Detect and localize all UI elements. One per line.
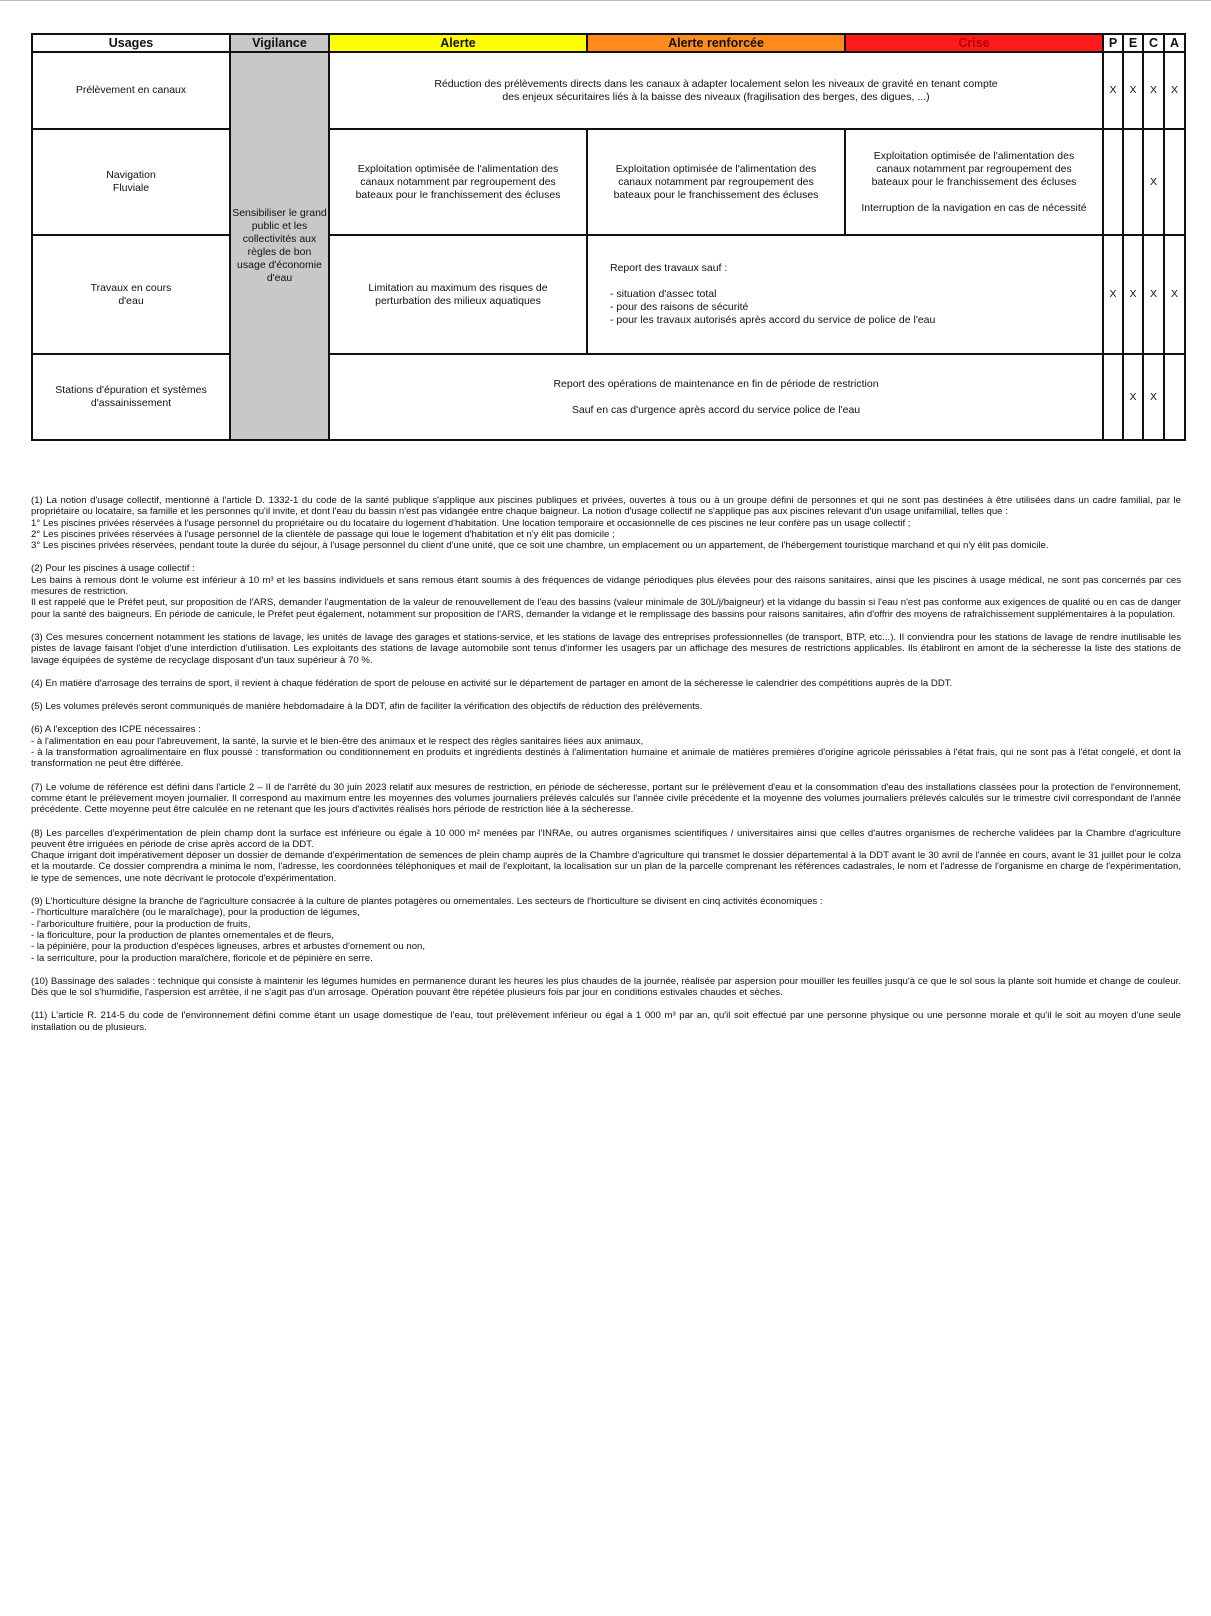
footnotes bbox=[31, 495, 1181, 1045]
usage-travaux: Travaux en cours d'eau bbox=[32, 235, 230, 354]
prelevement-a: X bbox=[1164, 52, 1185, 129]
prelevement-e: X bbox=[1123, 52, 1143, 129]
footnote-8: (8) Les parcelles d'expérimentation de plein champ dont la surface est inférieure ou égale à 10 000 m² menées par l'INRAe, ou autres organismes scientifiques / universitaires ainsi que celles d'autres organismes de recherche validées par la Chambre d'agriculture peuvent être irriguées en période de crise après accord de la DDT. Chaque irrigant doit impérativement déposer un dossier de demande d'expérimentation de semences de plein champ auprès de la Chambre d'agriculture qui transmet le dossier départemental à la DDT avant le 30 avril de l'année en cours, avant le 31 juillet pour le colza et la moutarde. Ce dossier comprendra a minima le nom, l'adresse, les coordonnées téléphoniques et mail de l'exploitant, la localisation sur un plan de la parcelle comprenant les références cadastrales, le nom et l'adresse de l'organisme en charge de l'expérimentation, le type de semences, une note décrivant le protocole d'expérimentation. bbox=[31, 827, 1181, 884]
report-title: Report des travaux sauf : bbox=[610, 262, 728, 274]
table-row bbox=[32, 235, 1185, 354]
footnote-7: (7) Le volume de référence est défini dans l'article 2 – II de l'arrêté du 30 juin 2023 relatif aux mesures de restriction, en période de sécheresse, portant sur le prélèvement d'eau et la consommation d'eau des installations classées pour la protection de l'environnement, comme étant le prélèvement moyen journalier. Il correspond au maximum entre les moyennes des volumes journaliers prélevés calculés sur l'année civile précédente et la moyenne des volumes journaliers prélevés calculés sur le trimestre civil correspondant de l'année précédente. Cette moyenne peut être calculée en ne retenant que les jours d'activités réalisés hors période de restriction liée à la sécheresse. bbox=[31, 781, 1181, 816]
restriction-table bbox=[31, 33, 1186, 441]
header-e: E bbox=[1123, 34, 1143, 52]
travaux-e: X bbox=[1123, 235, 1143, 354]
header-c: C bbox=[1143, 34, 1164, 52]
stations-p bbox=[1103, 354, 1123, 440]
header-a: A bbox=[1164, 34, 1185, 52]
header-usages: Usages bbox=[32, 34, 230, 52]
navigation-crise: Exploitation optimisée de l'alimentation des canaux notamment par regroupement des bateaux pour le franchissement des écluses Interruption de la navigation en cas de nécessité bbox=[845, 129, 1103, 235]
header-crise: Crise bbox=[845, 34, 1103, 52]
stations-measure: Report des opérations de maintenance en fin de période de restriction Sauf en cas d'urgence après accord du service police de l'eau bbox=[329, 354, 1103, 440]
list-item: - situation d'assec total bbox=[610, 288, 717, 300]
navigation-c: X bbox=[1143, 129, 1164, 235]
travaux-report bbox=[587, 235, 1103, 354]
stations-c: X bbox=[1143, 354, 1164, 440]
footnote-10: (10) Bassinage des salades : technique qui consiste à maintenir les légumes humides en permanence durant les heures les plus chaudes de la journée, réalisée par aspersion pour mouiller les feuilles jusqu'à ce que le sol sous la plante soit humide et change de couleur. Dès que le sol s'humidifie, l'aspersion est arrêtée, il ne s'agit pas d'un arrosage. Opération pouvant être répétée plusieurs fois par jour en conditions estivales chaudes et sèches. bbox=[31, 975, 1181, 999]
table-row bbox=[32, 354, 1185, 440]
travaux-p: X bbox=[1103, 235, 1123, 354]
prelevement-p: X bbox=[1103, 52, 1123, 129]
prelevement-measure: Réduction des prélèvements directs dans les canaux à adapter localement selon les niveaux de gravité en tenant compte des enjeux sécuritaires liés à la baisse des niveaux (fragilisation des berges, des digues, ...) bbox=[329, 52, 1103, 129]
travaux-a: X bbox=[1164, 235, 1185, 354]
stations-e: X bbox=[1123, 354, 1143, 440]
footnote-11: (11) L'article R. 214-5 du code de l'environnement défini comme étant un usage domestique de l'eau, tout prélèvement inférieur ou égal à 1 000 m³ par an, qu'il soit effectué par une personne physique ou une personne morale et qu'il le soit au moyen d'une seule installation ou de plusieurs. bbox=[31, 1010, 1181, 1033]
footnote-4: (4) En matière d'arrosage des terrains de sport, il revient à chaque fédération de sport de pelouse en activité sur le département de partager en amont de la sécheresse le calendrier des compétitions auprès de la DDT. bbox=[31, 677, 953, 689]
header-alerte-renforcee: Alerte renforcée bbox=[587, 34, 845, 52]
list-item: - pour des raisons de sécurité bbox=[610, 301, 749, 313]
navigation-a bbox=[1164, 129, 1185, 235]
vigilance-cell: Sensibiliser le grand public et les collectivités aux règles de bon usage d'économie d'eau bbox=[230, 52, 329, 440]
stations-a bbox=[1164, 354, 1185, 440]
header-alerte: Alerte bbox=[329, 34, 587, 52]
travaux-alerte: Limitation au maximum des risques de perturbation des milieux aquatiques bbox=[329, 235, 587, 354]
usage-prelevement: Prélèvement en canaux bbox=[32, 52, 230, 129]
table-row bbox=[32, 52, 1185, 129]
footnote-5: (5) Les volumes prélevés seront communiqués de manière hebdomadaire à la DDT, afin de faciliter la vérification des objectifs de réduction des prélèvements. bbox=[31, 701, 703, 713]
prelevement-c: X bbox=[1143, 52, 1164, 129]
header-vigilance: Vigilance bbox=[230, 34, 329, 52]
navigation-p bbox=[1103, 129, 1123, 235]
footnote-9: (9) L'horticulture désigne la branche de l'agriculture consacrée à la culture de plantes potagères ou ornementales. Les secteurs de l'horticulture se divisent en cinq activités économiques : - l'horticulture maraîchère (ou le maraîchage), pour la production de légumes, - l'arboriculture fruitière, pour la production de fruits, - la floriculture, pour la production de plantes ornementales et de fleurs, - la pépinière, pour la production d'espèces ligneuses, arbres et arbustes d'ornement ou non, - la serriculture, pour la production maraîchère, floricole et de pépinière en serre. bbox=[31, 896, 823, 964]
footnote-3: (3) Ces mesures concernent notamment les stations de lavage, les unités de lavage des garages et stations-service, et les stations de lavage des entreprises professionnelles (de transport, BTP, etc...). Il conviendra pour les stations de lavage de rendre inutilisable les pistes de lavage faisant l'objet d'une interdiction d'utilisation. Les exploitants des stations de lavage automobile sont tenus d'informer les usagers par un affichage des mesures de restrictions applicables. Ils établiront en amont de la sécheresse la liste des stations de lavage équipées de système de recyclage disposant d'un taux supérieur à 70 %. bbox=[31, 631, 1181, 666]
table-header-row bbox=[32, 34, 1185, 52]
footnote-6: (6) A l'exception des ICPE nécessaires : - à l'alimentation en eau pour l'abreuvement, la santé, la survie et le bien-être des animaux et le respect des règles sanitaires liées aux animaux, - à la transformation agroalimentaire en flux poussé : transformation ou conditionnement en produits et ingrédients destinés à l'alimentation humaine et animale de matières premières d'origine agricole périssables à l'état frais, qui ne sont pas à l'état congelé, et dont la transformation ne peut être différée. bbox=[31, 724, 1181, 770]
table-row bbox=[32, 129, 1185, 235]
navigation-alerte-renforcee: Exploitation optimisée de l'alimentation des canaux notamment par regroupement des bateaux pour le franchissement des écluses bbox=[587, 129, 845, 235]
usage-navigation: Navigation Fluviale bbox=[32, 129, 230, 235]
page-top-rule bbox=[0, 0, 1211, 1]
header-p: P bbox=[1103, 34, 1123, 52]
list-item: - pour les travaux autorisés après accord du service de police de l'eau bbox=[610, 314, 936, 326]
footnote-2: (2) Pour les piscines à usage collectif : Les bains à remous dont le volume est inférieur à 10 m³ et les bassins individuels et sans remous étant soumis à des fréquences de vidange périodiques plus élevées pour des raisons sanitaires, ainsi que les piscines à usage médical, ne sont pas concernés par ces mesures de restriction. Il est rappelé que le Préfet peut, sur proposition de l'ARS, demander l'augmentation de la valeur de renouvellement de l'eau des bassins (valeur minimale de 30L/j/baigneur) et la vidange du bassin si l'eau n'est pas conforme aux exigences de qualité ou en cas de danger pour la santé des baigneurs. En période de canicule, le Préfet peut également, notamment sur proposition de l'ARS, demander la vidange et le remplissage des bassins pour raisons sanitaires, afin d'offrir des moyens de rafraîchissement supplémentaires à la population. bbox=[31, 563, 1181, 620]
usage-stations: Stations d'épuration et systèmes d'assainissement bbox=[32, 354, 230, 440]
navigation-alerte: Exploitation optimisée de l'alimentation des canaux notamment par regroupement des bateaux pour le franchissement des écluses bbox=[329, 129, 587, 235]
navigation-e bbox=[1123, 129, 1143, 235]
travaux-c: X bbox=[1143, 235, 1164, 354]
footnote-1: (1) La notion d'usage collectif, mentionné à l'article D. 1332-1 du code de la santé publique s'applique aux piscines publiques et privées, ouvertes à tous ou à un groupe défini de personnes et qui ne sont pas destinées à être utilisées dans un cadre familial, par le propriétaire ou locataire, sa famille et les personnes qu'il invite, et dont l'eau du bassin n'est pas vidangée entre chaque baigneur. La notion d'usage collectif ne s'applique pas aux piscines relevant d'un usage unifamilial, telles que : 1° Les piscines privées réservées à l'usage personnel du propriétaire ou du locataire du logement d'habitation. Une location temporaire et occasionnelle de ces piscines ne leur confère pas un usage collectif ; 2° Les piscines privées réservées à l'usage personnel de la clientèle de passage qui loue le logement d'habitation et n'y élit pas domicile ; 3° Les piscines privées réservées, pendant toute la durée du séjour, à l'usage personnel du client d'une unité, que ce soit une chambre, un emplacement ou un appartement, de l'hébergement touristique marchand et qui n'y élit pas domicile. bbox=[31, 495, 1181, 552]
